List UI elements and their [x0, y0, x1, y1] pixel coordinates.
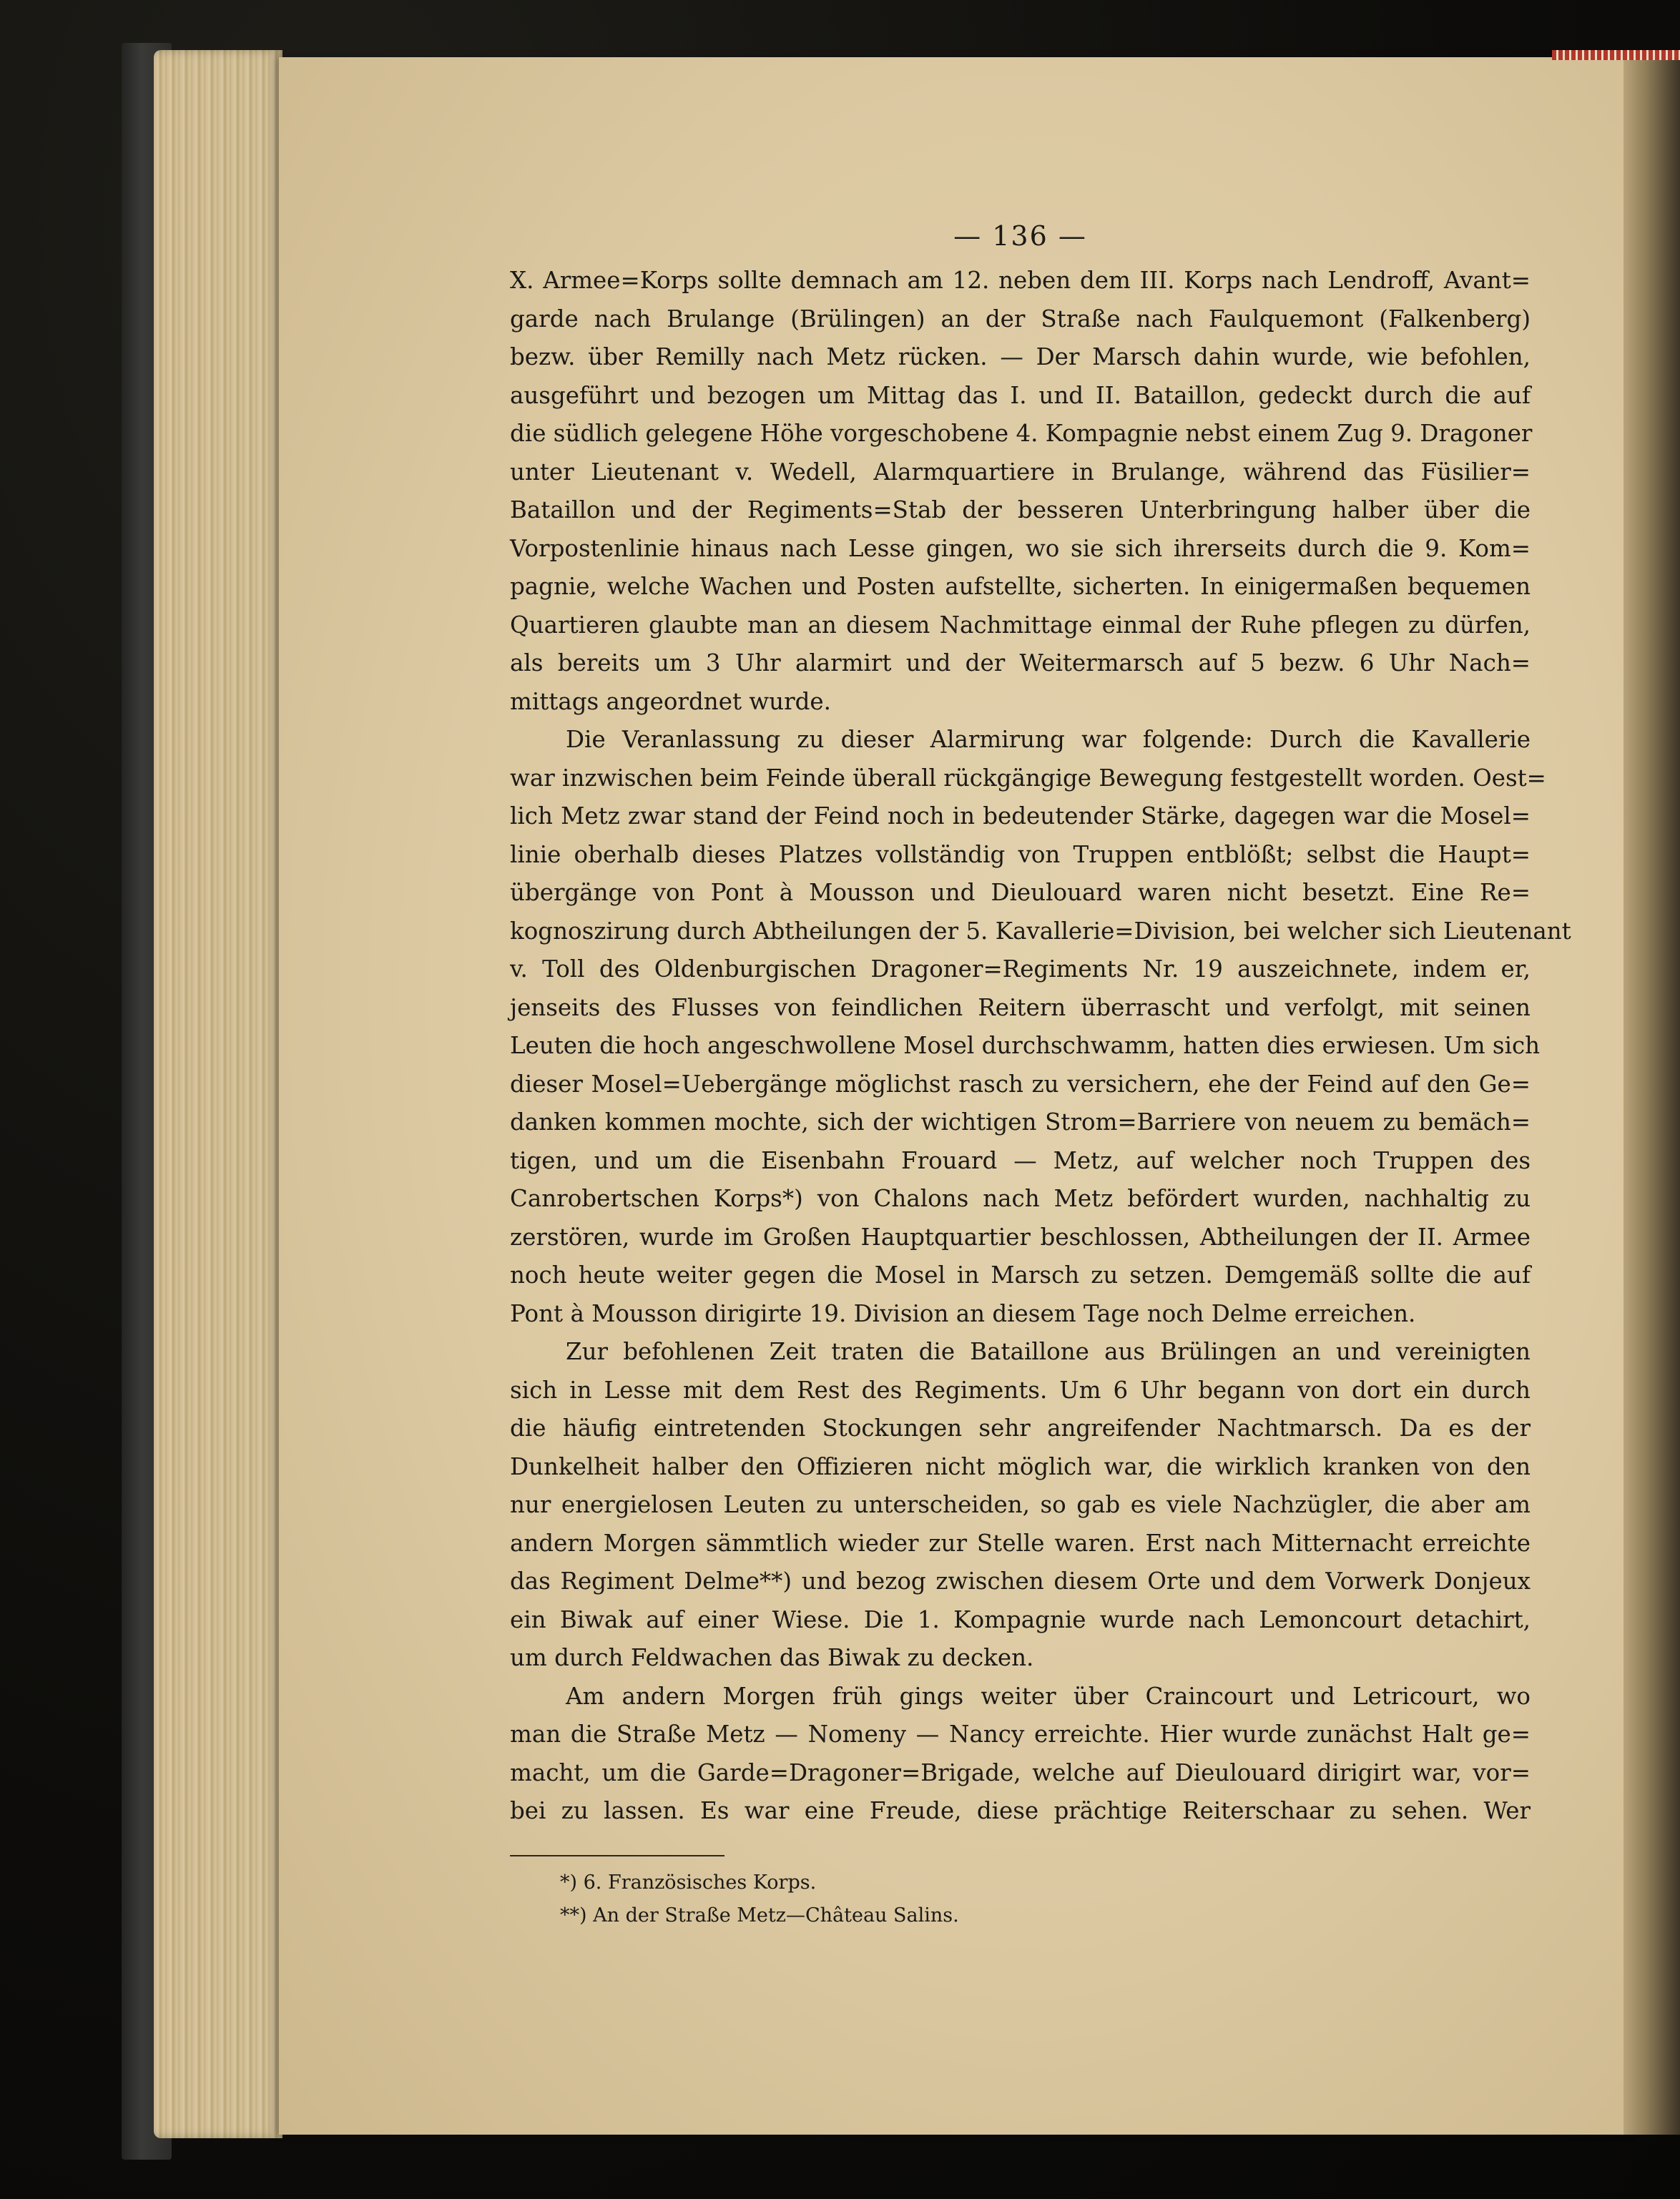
text-line: bezw. über Remilly nach Metz rücken. — Der Marsch dahin wurde, wie befohlen, [510, 343, 1531, 370]
text-line: macht, um die Garde=Dragoner=Brigade, welche auf Dieulouard dirigirt war, vor= [510, 1758, 1531, 1786]
text-line: Quartieren glaubte man an diesem Nachmittage einmal der Ruhe pflegen zu dürfen, [510, 611, 1531, 639]
text-line: Die Veranlassung zu dieser Alarmirung war folgende: Durch die Kavallerie [566, 726, 1531, 753]
text-line: Dunkelheit halber den Offizieren nicht möglich war, die wirklich kranken von den [510, 1452, 1531, 1480]
text-line: war inzwischen beim Feinde überall rückgängige Bewegung festgestellt worden. Oest= [510, 764, 1546, 792]
text-line: lich Metz zwar stand der Feind noch in bedeutender Stärke, dagegen war die Mosel= [510, 802, 1531, 830]
page-number: — 136 — [953, 220, 1087, 252]
text-line: bei zu lassen. Es war eine Freude, diese prächtige Reiterschaar zu sehen. Wer [510, 1797, 1531, 1824]
text-line: ein Biwak auf einer Wiese. Die 1. Kompagnie wurde nach Lemoncourt detachirt, [510, 1605, 1531, 1633]
text-line: v. Toll des Oldenburgischen Dragoner=Regiments Nr. 19 auszeichnete, indem er, [510, 955, 1531, 983]
text-line: als bereits um 3 Uhr alarmirt und der Weitermarsch auf 5 bezw. 6 Uhr Nach= [510, 649, 1531, 677]
text-line: Am andern Morgen früh gings weiter über Craincourt und Letricourt, wo [566, 1682, 1531, 1710]
text-line: mittags angeordnet wurde. [510, 687, 831, 715]
text-line: unter Lieutenant v. Wedell, Alarmquartiere in Brulange, während das Füsilier= [510, 458, 1531, 486]
text-line: pagnie, welche Wachen und Posten aufstellte, sicherten. In einigermaßen bequemen [510, 573, 1531, 600]
text-line: um durch Feldwachen das Biwak zu decken. [510, 1644, 1034, 1671]
text-line: nur energielosen Leuten zu unterscheiden, so gab es viele Nachzügler, die aber am [510, 1491, 1531, 1518]
text-line: danken kommen mochte, sich der wichtigen Strom=Barriere von neuem zu bemäch= [510, 1108, 1531, 1136]
text-line: ausgeführt und bezogen um Mittag das I. und II. Bataillon, gedeckt durch die auf [510, 381, 1531, 409]
text-line: Leuten die hoch angeschwollene Mosel durchschwamm, hatten dies erwiesen. Um sich [510, 1032, 1541, 1059]
text-line: Pont à Mousson dirigirte 19. Division an diesem Tage noch Delme erreichen. [510, 1299, 1416, 1327]
page-gutter-shadow [1623, 57, 1680, 2135]
text-line: zerstören, wurde im Großen Hauptquartier beschlossen, Abtheilungen der II. Armee [510, 1223, 1531, 1251]
text-line: man die Straße Metz — Nomeny — Nancy erreichte. Hier wurde zunächst Halt ge= [510, 1721, 1531, 1748]
text-line: Bataillon und der Regiments=Stab der besseren Unterbringung halber über die [510, 496, 1531, 523]
bookmark-ribbon [1552, 50, 1680, 60]
text-line: garde nach Brulange (Brülingen) an der Straße nach Faulquemont (Falkenberg) [510, 305, 1531, 333]
text-line: jenseits des Flusses von feindlichen Reitern überrascht und verfolgt, mit seinen [510, 993, 1531, 1021]
text-line: das Regiment Delme**) und bezog zwischen diesem Orte und dem Vorwerk Donjeux [510, 1568, 1531, 1595]
text-line: übergänge von Pont à Mousson und Dieulouard waren nicht besetzt. Eine Re= [510, 879, 1531, 906]
text-line: noch heute weiter gegen die Mosel in Marsch zu setzen. Demgemäß sollte die auf [510, 1261, 1531, 1289]
text-line: die häufig eintretenden Stockungen sehr angreifender Nachtmarsch. Da es der [510, 1415, 1531, 1442]
body-text [510, 262, 1571, 1831]
text-line: kognoszirung durch Abtheilungen der 5. Kavallerie=Division, bei welcher sich Lieutenant [510, 917, 1571, 945]
footnote: *) 6. Französisches Korps. [560, 1871, 817, 1894]
text-line: linie oberhalb dieses Platzes vollständig von Truppen entblößt; selbst die Haupt= [510, 840, 1531, 868]
text-line: Canrobertschen Korps*) von Chalons nach Metz befördert wurden, nachhaltig zu [510, 1185, 1531, 1212]
text-line: dieser Mosel=Uebergänge möglichst rasch zu versichern, ehe der Feind auf den Ge= [510, 1070, 1531, 1098]
text-line: die südlich gelegene Höhe vorgeschobene 4. Kompagnie nebst einem Zug 9. Dragoner [510, 420, 1533, 447]
text-block [510, 215, 1571, 1932]
text-line: Vorpostenlinie hinaus nach Lesse gingen, wo sie sich ihrerseits durch die 9. Kom= [510, 534, 1531, 562]
page-edges [154, 50, 283, 2138]
footnotes [510, 1866, 1531, 1932]
text-line: sich in Lesse mit dem Rest des Regiments. Um 6 Uhr begann von dort ein durch [510, 1376, 1531, 1404]
footnote: **) An der Straße Metz—Château Salins. [560, 1904, 959, 1927]
text-line: tigen, und um die Eisenbahn Frouard — Metz, auf welcher noch Truppen des [510, 1146, 1531, 1174]
text-line: Zur befohlenen Zeit traten die Bataillone aus Brülingen an und vereinigten [566, 1338, 1531, 1365]
footnote-rule [510, 1855, 724, 1856]
text-line: andern Morgen sämmtlich wieder zur Stelle waren. Erst nach Mitternacht erreichte [510, 1529, 1531, 1557]
text-line: X. Armee=Korps sollte demnach am 12. neben dem III. Korps nach Lendroff, Avant= [510, 267, 1531, 294]
